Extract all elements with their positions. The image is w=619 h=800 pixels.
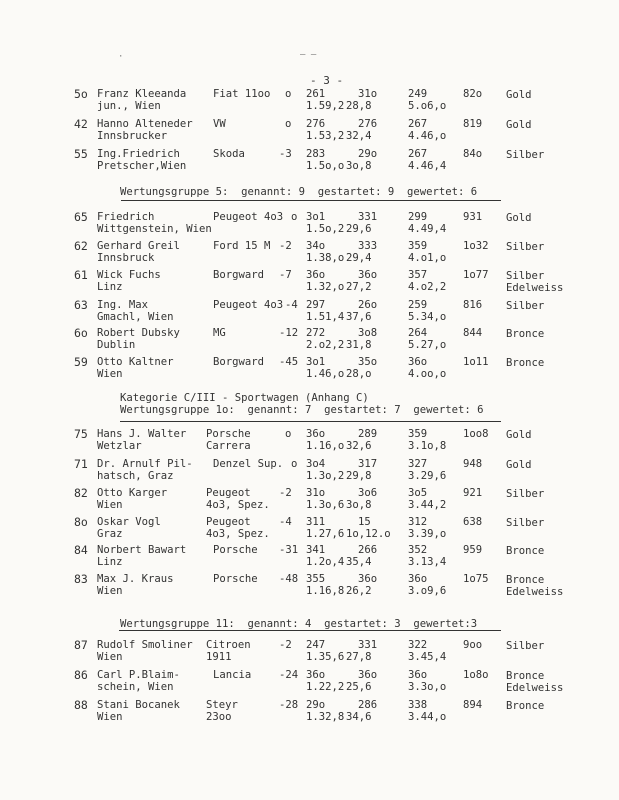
time-2: 27,2: [346, 281, 372, 293]
score-c: 299: [408, 211, 428, 223]
score-b: 289: [358, 428, 378, 440]
entry-number: 63: [74, 298, 88, 312]
time-1: 1.59,2: [306, 100, 345, 112]
penalty-points: o: [291, 458, 298, 470]
score-b: 35o: [358, 356, 378, 368]
driver-name: Max J. Kraus: [97, 573, 174, 585]
total-score: 1o75: [463, 573, 489, 585]
entry-number: 84: [74, 543, 88, 557]
driver-name: Friedrich: [97, 211, 155, 223]
time-1: 1.16,o: [306, 440, 345, 452]
total-score: 1o32: [463, 240, 489, 252]
entry-number: 55: [74, 147, 88, 161]
score-c: 36o: [408, 356, 428, 368]
award: Silber: [506, 149, 545, 161]
entry-number: 71: [74, 457, 88, 471]
time-3: 4.o2,2: [408, 281, 447, 293]
score-a: 247: [306, 639, 326, 651]
total-score: 921: [463, 487, 483, 499]
group-heading: Wertungsgruppe 1o: genannt: 7 gestartet: 7 gewertet: 6: [120, 404, 484, 416]
car-model: Porsche: [213, 544, 258, 556]
score-c: 359: [408, 428, 428, 440]
driver-name: Norbert Bawart: [97, 544, 187, 556]
time-2: 28,8: [346, 100, 372, 112]
score-b: 276: [358, 118, 378, 130]
car-model-detail: 4o3, Spez.: [206, 499, 270, 511]
total-score: 1o77: [463, 269, 489, 281]
total-score: 1o8o: [463, 669, 489, 681]
award: Bronce: [506, 700, 545, 712]
entry-number: 86: [74, 668, 88, 682]
driver-location: schein, Wien: [97, 681, 174, 693]
score-a: 31o: [306, 487, 326, 499]
entry-number: 87: [74, 638, 88, 652]
entry-number: 83: [74, 572, 88, 586]
score-b: 26o: [358, 299, 378, 311]
score-c: 322: [408, 639, 428, 651]
total-score: 9oo: [463, 639, 483, 651]
time-1: 1.32,o: [306, 281, 345, 293]
total-score: 948: [463, 458, 483, 470]
score-b: 286: [358, 699, 378, 711]
penalty-points: o: [291, 211, 298, 223]
driver-location: Linz: [97, 556, 123, 568]
time-1: 1.46,o: [306, 368, 345, 380]
score-a: 283: [306, 148, 326, 160]
penalty-points: -4: [279, 516, 292, 528]
car-model: Borgward: [213, 356, 265, 368]
award: Silber: [506, 270, 545, 282]
driver-name: Hanno Alteneder: [97, 118, 193, 130]
total-score: 638: [463, 516, 483, 528]
score-b: 36o: [358, 573, 378, 585]
time-2: 32,6: [346, 440, 372, 452]
driver-location: Pretscher,Wien: [97, 160, 187, 172]
car-model: Citroen: [206, 639, 251, 651]
score-b: 266: [358, 544, 378, 556]
time-3: 4.46,o: [408, 130, 447, 142]
time-2: 27,8: [346, 651, 372, 663]
award: Bronce: [506, 357, 545, 369]
time-3: 4.oo,o: [408, 368, 447, 380]
car-model: VW: [213, 118, 226, 130]
driver-name: Oskar Vogl: [97, 516, 161, 528]
score-c: 357: [408, 269, 428, 281]
score-a: 34o: [306, 240, 326, 252]
award: Gold: [506, 89, 532, 101]
score-a: 297: [306, 299, 326, 311]
entry-number: 82: [74, 486, 88, 500]
score-c: 338: [408, 699, 428, 711]
car-model-detail: 23oo: [206, 711, 232, 723]
score-b: 333: [358, 240, 378, 252]
entry-number: 61: [74, 268, 88, 282]
car-model: Porsche: [213, 573, 258, 585]
time-1: 2.o2,2: [306, 339, 345, 351]
score-b: 36o: [358, 269, 378, 281]
score-c: 352: [408, 544, 428, 556]
score-a: 276: [306, 118, 326, 130]
time-2: 34,6: [346, 711, 372, 723]
driver-location: Wien: [97, 499, 123, 511]
score-c: 259: [408, 299, 428, 311]
driver-name: Robert Dubsky: [97, 327, 180, 339]
penalty-points: -7: [279, 269, 292, 281]
award-extra: Edelweiss: [506, 682, 564, 694]
score-a: 272: [306, 327, 326, 339]
score-b: 331: [358, 211, 378, 223]
driver-name: Franz Kleeanda: [97, 88, 187, 100]
total-score: 82o: [463, 88, 483, 100]
penalty-points: -24: [279, 669, 299, 681]
time-2: 29,4: [346, 252, 372, 264]
award: Silber: [506, 488, 545, 500]
car-model: MG: [213, 327, 226, 339]
penalty-points: o: [285, 118, 292, 130]
entry-number: 59: [74, 355, 88, 369]
driver-location: Innsbruck: [97, 252, 155, 264]
driver-location: Wittgenstein, Wien: [97, 223, 212, 235]
driver-location: jun., Wien: [97, 100, 161, 112]
award: Gold: [506, 212, 532, 224]
driver-location: Wien: [97, 585, 123, 597]
car-model-detail: 4o3, Spez.: [206, 528, 270, 540]
time-3: 4.o1,o: [408, 252, 447, 264]
entry-number: 42: [74, 117, 88, 131]
penalty-points: -2: [279, 487, 292, 499]
car-model: Peugeot 4o3: [213, 211, 284, 223]
car-model: Peugeot: [206, 487, 251, 499]
driver-location: Wetzlar: [97, 440, 142, 452]
car-model: Borgward: [213, 269, 265, 281]
score-b: 331: [358, 639, 378, 651]
time-3: 4.49,4: [408, 223, 447, 235]
driver-location: Linz: [97, 281, 123, 293]
entry-number: 65: [74, 210, 88, 224]
car-model: Porsche: [206, 428, 251, 440]
penalty-points: -4: [285, 299, 298, 311]
time-1: 1.51,4: [306, 311, 345, 323]
driver-name: Dr. Arnulf Pil-: [97, 458, 193, 470]
driver-location: Gmachl, Wien: [97, 311, 174, 323]
car-model: Peugeot 4o3: [213, 299, 284, 311]
penalty-points: -31: [279, 544, 299, 556]
score-c: 327: [408, 458, 428, 470]
award-extra: Edelweiss: [506, 586, 564, 598]
total-score: 894: [463, 699, 483, 711]
score-a: 36o: [306, 428, 326, 440]
score-c: 36o: [408, 573, 428, 585]
total-score: 84o: [463, 148, 483, 160]
total-score: 816: [463, 299, 483, 311]
score-b: 317: [358, 458, 378, 470]
section-divider: [120, 421, 501, 422]
total-score: 1o11: [463, 356, 489, 368]
time-2: 28,o: [346, 368, 372, 380]
score-c: 267: [408, 148, 428, 160]
award: Gold: [506, 119, 532, 131]
total-score: 819: [463, 118, 483, 130]
total-score: 844: [463, 327, 483, 339]
time-3: 3.29,6: [408, 470, 447, 482]
award: Bronce: [506, 670, 545, 682]
total-score: 959: [463, 544, 483, 556]
car-model: Fiat 11oo: [213, 88, 271, 100]
penalty-points: o: [285, 428, 292, 440]
score-c: 249: [408, 88, 428, 100]
time-1: 1.35,6: [306, 651, 345, 663]
driver-name: Ing. Max: [97, 299, 149, 311]
driver-name: Wick Fuchs: [97, 269, 161, 281]
entry-number: 6o: [74, 326, 88, 340]
car-model: Skoda: [213, 148, 245, 160]
car-model: Denzel Sup.: [213, 458, 284, 470]
time-2: 29,6: [346, 223, 372, 235]
driver-name: Carl P.Blaim-: [97, 669, 180, 681]
driver-location: Dublin: [97, 339, 136, 351]
time-3: 3.44,2: [408, 499, 447, 511]
time-2: 37,6: [346, 311, 372, 323]
score-b: 31o: [358, 88, 378, 100]
time-3: 3.45,4: [408, 651, 447, 663]
award: Silber: [506, 640, 545, 652]
time-1: 1.3o,2: [306, 470, 345, 482]
time-1: 1.32,8: [306, 711, 345, 723]
award: Gold: [506, 429, 532, 441]
score-a: 261: [306, 88, 326, 100]
time-1: 1.22,2: [306, 681, 345, 693]
driver-name: Ing.Friedrich: [97, 148, 180, 160]
total-score: 1oo8: [463, 428, 489, 440]
time-2: 32,4: [346, 130, 372, 142]
penalty-points: -2: [279, 240, 292, 252]
score-a: 3o1: [306, 211, 326, 223]
top-speck: ·: [118, 52, 124, 62]
score-a: 29o: [306, 699, 326, 711]
time-2: 31,8: [346, 339, 372, 351]
award: Gold: [506, 459, 532, 471]
total-score: 931: [463, 211, 483, 223]
time-3: 5.27,o: [408, 339, 447, 351]
time-1: 1.38,o: [306, 252, 345, 264]
time-3: 3.44,o: [408, 711, 447, 723]
penalty-points: -3: [279, 148, 292, 160]
car-model-detail: Carrera: [206, 440, 251, 452]
score-a: 3o4: [306, 458, 326, 470]
time-2: 26,2: [346, 585, 372, 597]
time-3: 3.39,o: [408, 528, 447, 540]
group-heading: Wertungsgruppe 11: genannt: 4 gestartet: 3 gewertet:3: [120, 618, 478, 630]
entry-number: 88: [74, 698, 88, 712]
penalty-points: -48: [279, 573, 299, 585]
score-c: 36o: [408, 669, 428, 681]
award: Silber: [506, 300, 545, 312]
driver-name: Otto Karger: [97, 487, 168, 499]
time-3: 3.o9,6: [408, 585, 447, 597]
driver-location: hatsch, Graz: [97, 470, 174, 482]
entry-number: 5o: [74, 87, 88, 101]
driver-location: Wien: [97, 651, 123, 663]
penalty-points: o: [285, 88, 292, 100]
driver-location: Wien: [97, 711, 123, 723]
time-1: 1.27,6: [306, 528, 345, 540]
driver-name: Hans J. Walter: [97, 428, 187, 440]
award: Bronce: [506, 545, 545, 557]
score-a: 36o: [306, 669, 326, 681]
time-2: 35,4: [346, 556, 372, 568]
score-a: 355: [306, 573, 326, 585]
award: Bronce: [506, 574, 545, 586]
time-2: 29,8: [346, 470, 372, 482]
section-divider: [119, 630, 501, 631]
entry-number: 8o: [74, 515, 88, 529]
category-title: Kategorie C/III - Sportwagen (Anhang C): [120, 392, 369, 404]
driver-location: Wien: [97, 368, 123, 380]
time-1: 1.3o,6: [306, 499, 345, 511]
score-a: 341: [306, 544, 326, 556]
page-number: - 3 -: [310, 74, 344, 87]
score-a: 3o1: [306, 356, 326, 368]
time-3: 5.34,o: [408, 311, 447, 323]
score-b: 36o: [358, 669, 378, 681]
score-c: 312: [408, 516, 428, 528]
score-c: 267: [408, 118, 428, 130]
score-c: 264: [408, 327, 428, 339]
time-2: 3o,8: [346, 499, 372, 511]
car-model: Steyr: [206, 699, 238, 711]
car-model: Peugeot: [206, 516, 251, 528]
time-2: 1o,12.o: [346, 528, 391, 540]
driver-name: Otto Kaltner: [97, 356, 174, 368]
penalty-points: -12: [279, 327, 299, 339]
penalty-points: -28: [279, 699, 299, 711]
score-a: 311: [306, 516, 326, 528]
time-1: 1.5o,o: [306, 160, 345, 172]
penalty-points: -2: [279, 639, 292, 651]
time-2: 25,6: [346, 681, 372, 693]
score-b: 3o6: [358, 487, 378, 499]
time-1: 1.16,8: [306, 585, 345, 597]
award-extra: Edelweiss: [506, 282, 564, 294]
car-model-detail: 1911: [206, 651, 232, 663]
score-b: 3o8: [358, 327, 378, 339]
top-dashes: – –: [300, 50, 317, 60]
driver-name: Rudolf Smoliner: [97, 639, 193, 651]
score-c: 3o5: [408, 487, 428, 499]
entry-number: 75: [74, 427, 88, 441]
time-1: 1.2o,4: [306, 556, 345, 568]
score-b: 29o: [358, 148, 378, 160]
award: Silber: [506, 241, 545, 253]
time-2: 3o,8: [346, 160, 372, 172]
time-1: 1.5o,2: [306, 223, 345, 235]
award: Silber: [506, 517, 545, 529]
time-1: 1.53,2: [306, 130, 345, 142]
score-c: 359: [408, 240, 428, 252]
car-model: Ford 15 M: [213, 240, 271, 252]
time-3: 3.13,4: [408, 556, 447, 568]
driver-name: Gerhard Greil: [97, 240, 180, 252]
score-a: 36o: [306, 269, 326, 281]
time-3: 5.o6,o: [408, 100, 447, 112]
section-divider: [121, 200, 501, 201]
car-model: Lancia: [213, 669, 252, 681]
time-3: 4.46,4: [408, 160, 447, 172]
score-b: 15: [358, 516, 371, 528]
driver-location: Innsbrucker: [97, 130, 168, 142]
penalty-points: -45: [279, 356, 299, 368]
time-3: 3.1o,8: [408, 440, 447, 452]
entry-number: 62: [74, 239, 88, 253]
time-3: 3.3o,o: [408, 681, 447, 693]
driver-location: Graz: [97, 528, 123, 540]
driver-name: Stani Bocanek: [97, 699, 180, 711]
group-heading: Wertungsgruppe 5: genannt: 9 gestartet: 9 gewertet: 6: [120, 186, 478, 198]
award: Bronce: [506, 328, 545, 340]
